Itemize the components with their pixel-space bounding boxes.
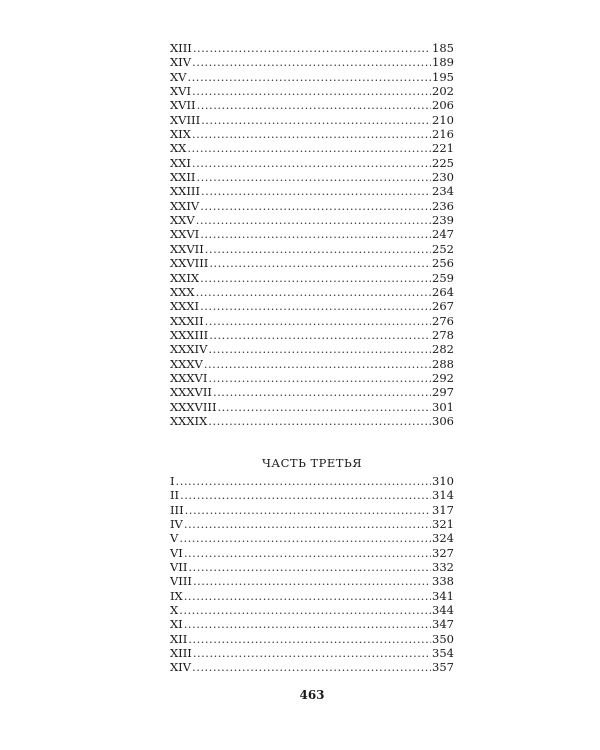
toc-entry bbox=[170, 371, 454, 385]
toc-entry bbox=[170, 632, 454, 646]
chapter-number: XVII bbox=[170, 98, 196, 113]
dot-leader bbox=[201, 113, 431, 127]
dot-leader bbox=[187, 141, 431, 155]
chapter-number: XIV bbox=[170, 660, 192, 675]
toc-entry bbox=[170, 213, 454, 227]
dot-leader bbox=[200, 199, 431, 213]
chapter-page: 354 bbox=[432, 646, 454, 661]
chapter-page: 338 bbox=[432, 574, 454, 589]
chapter-page: 206 bbox=[432, 98, 454, 113]
chapter-number: VI bbox=[170, 545, 183, 560]
toc-entry bbox=[170, 156, 454, 170]
dot-leader bbox=[213, 385, 431, 399]
toc-entry bbox=[170, 98, 454, 112]
toc-entry bbox=[170, 314, 454, 328]
chapter-page: 324 bbox=[432, 531, 454, 546]
chapter-number: XXXIX bbox=[170, 413, 208, 428]
toc-entry bbox=[170, 113, 454, 127]
chapter-number: VII bbox=[170, 560, 188, 575]
dot-leader bbox=[209, 328, 431, 342]
toc-entry bbox=[170, 285, 454, 299]
chapter-page: 341 bbox=[432, 588, 454, 603]
dot-leader bbox=[208, 371, 431, 385]
chapter-number: XIX bbox=[170, 127, 191, 142]
dot-leader bbox=[218, 400, 432, 414]
dot-leader bbox=[200, 271, 431, 285]
toc-entry bbox=[170, 41, 454, 55]
toc-entry bbox=[170, 517, 454, 531]
dot-leader bbox=[184, 517, 431, 531]
chapter-page: 267 bbox=[432, 299, 454, 314]
chapter-number: XXXII bbox=[170, 313, 204, 328]
chapter-number: XX bbox=[170, 141, 187, 156]
chapter-number: XI bbox=[170, 617, 183, 632]
chapter-page: 247 bbox=[432, 227, 454, 242]
toc-entry bbox=[170, 342, 454, 356]
dot-leader bbox=[200, 227, 431, 241]
chapter-page: 239 bbox=[432, 213, 454, 228]
dot-leader bbox=[179, 531, 431, 545]
chapter-number: X bbox=[170, 603, 179, 618]
chapter-page: 189 bbox=[432, 55, 454, 70]
dot-leader bbox=[188, 560, 431, 574]
chapter-page: 310 bbox=[432, 474, 454, 488]
chapter-number: XXII bbox=[170, 170, 196, 185]
chapter-number: XV bbox=[170, 69, 187, 84]
chapter-number: II bbox=[170, 488, 180, 503]
dot-leader bbox=[196, 170, 431, 184]
dot-leader bbox=[209, 256, 431, 270]
dot-leader bbox=[197, 98, 431, 112]
chapter-page: 314 bbox=[432, 488, 454, 503]
chapter-page: 234 bbox=[432, 184, 454, 199]
dot-leader bbox=[196, 213, 431, 227]
chapter-number: XXIII bbox=[170, 184, 201, 199]
dot-leader bbox=[185, 503, 431, 517]
dot-leader bbox=[201, 184, 431, 198]
chapter-number: XXXIII bbox=[170, 327, 209, 342]
chapter-page: 288 bbox=[432, 356, 454, 371]
chapter-page: 297 bbox=[432, 385, 454, 400]
chapter-page: 236 bbox=[432, 198, 454, 213]
dot-leader bbox=[205, 314, 431, 328]
dot-leader bbox=[205, 242, 431, 256]
dot-leader bbox=[188, 70, 432, 84]
dot-leader bbox=[193, 41, 431, 55]
toc-entry bbox=[170, 660, 454, 674]
chapter-number: XXVI bbox=[170, 227, 200, 242]
dot-leader bbox=[180, 488, 431, 502]
dot-leader bbox=[184, 589, 431, 603]
dot-leader bbox=[179, 603, 431, 617]
chapter-page: 252 bbox=[432, 241, 454, 256]
chapter-number: XXV bbox=[170, 213, 195, 228]
dot-leader bbox=[193, 646, 431, 660]
toc-entry bbox=[170, 560, 454, 574]
chapter-number: XXIV bbox=[170, 198, 200, 213]
chapter-page: 259 bbox=[432, 270, 454, 285]
dot-leader bbox=[193, 574, 431, 588]
chapter-number: XIV bbox=[170, 55, 192, 70]
dot-leader bbox=[192, 660, 431, 674]
toc-entry bbox=[170, 242, 454, 256]
toc-entry bbox=[170, 503, 454, 517]
toc-entry bbox=[170, 385, 454, 399]
toc-entry bbox=[170, 546, 454, 560]
chapter-page: 225 bbox=[432, 155, 454, 170]
chapter-page: 357 bbox=[432, 660, 454, 675]
chapter-page: 210 bbox=[432, 112, 454, 127]
toc-entry bbox=[170, 357, 454, 371]
dot-leader bbox=[192, 156, 431, 170]
dot-leader bbox=[200, 299, 431, 313]
chapter-page: 278 bbox=[432, 327, 454, 342]
chapter-page: 347 bbox=[432, 617, 454, 632]
dot-leader bbox=[208, 342, 431, 356]
toc-entry bbox=[170, 488, 454, 502]
chapter-page: 350 bbox=[432, 631, 454, 646]
toc-entry bbox=[170, 127, 454, 141]
toc-entry bbox=[170, 271, 454, 285]
toc-entry bbox=[170, 400, 454, 414]
chapter-page: 202 bbox=[432, 84, 454, 99]
toc-entry bbox=[170, 574, 454, 588]
chapter-page: 317 bbox=[432, 502, 454, 517]
chapter-number: XXIX bbox=[170, 270, 200, 285]
toc-entry bbox=[170, 474, 454, 488]
toc-entry bbox=[170, 603, 454, 617]
toc-entry bbox=[170, 531, 454, 545]
chapter-number: XXXVII bbox=[170, 385, 212, 400]
chapter-page: 327 bbox=[432, 545, 454, 560]
chapter-number: IV bbox=[170, 517, 183, 532]
chapter-page: 282 bbox=[432, 342, 454, 357]
toc-entry bbox=[170, 84, 454, 98]
chapter-page: 230 bbox=[432, 170, 454, 185]
chapter-number: XIII bbox=[170, 646, 192, 661]
toc-entry bbox=[170, 414, 454, 428]
chapter-number: XVIII bbox=[170, 112, 201, 127]
chapter-page: 301 bbox=[432, 399, 454, 414]
chapter-page: 185 bbox=[432, 41, 454, 55]
toc-entry bbox=[170, 55, 454, 69]
chapter-number: XXVIII bbox=[170, 256, 209, 271]
dot-leader bbox=[192, 55, 431, 69]
dot-leader bbox=[184, 546, 431, 560]
chapter-number: XXXIV bbox=[170, 342, 208, 357]
toc-entry bbox=[170, 70, 454, 84]
toc-entry bbox=[170, 170, 454, 184]
dot-leader bbox=[188, 632, 431, 646]
toc-entry bbox=[170, 199, 454, 213]
toc-entry bbox=[170, 589, 454, 603]
chapter-page: 195 bbox=[432, 69, 454, 84]
chapter-number: XXXVIII bbox=[170, 399, 217, 414]
toc-list-part-three bbox=[170, 474, 454, 675]
chapter-page: 321 bbox=[432, 517, 454, 532]
toc-entry bbox=[170, 256, 454, 270]
chapter-number: V bbox=[170, 531, 179, 546]
chapter-page: 221 bbox=[432, 141, 454, 156]
chapter-page: 216 bbox=[432, 127, 454, 142]
section-title-part-three: ЧАСТЬ ТРЕТЬЯ bbox=[262, 456, 362, 470]
toc-entry bbox=[170, 184, 454, 198]
dot-leader bbox=[176, 474, 432, 488]
chapter-number: XIII bbox=[170, 41, 192, 55]
dot-leader bbox=[196, 285, 431, 299]
chapter-number: XXI bbox=[170, 155, 191, 170]
chapter-page: 256 bbox=[432, 256, 454, 271]
chapter-page: 306 bbox=[432, 413, 454, 428]
chapter-number: IX bbox=[170, 588, 183, 603]
page-number: 463 bbox=[299, 688, 325, 702]
chapter-page: 276 bbox=[432, 313, 454, 328]
chapter-page: 332 bbox=[432, 560, 454, 575]
chapter-page: 264 bbox=[432, 284, 454, 299]
toc-entry bbox=[170, 141, 454, 155]
toc-entry bbox=[170, 617, 454, 631]
toc-entry bbox=[170, 227, 454, 241]
dot-leader bbox=[208, 414, 431, 428]
chapter-number: XXXI bbox=[170, 299, 200, 314]
dot-leader bbox=[192, 84, 431, 98]
toc-entry bbox=[170, 299, 454, 313]
chapter-number: XXXV bbox=[170, 356, 203, 371]
chapter-page: 344 bbox=[432, 603, 454, 618]
chapter-number: III bbox=[170, 502, 184, 517]
chapter-page: 292 bbox=[432, 370, 454, 385]
chapter-number: I bbox=[170, 474, 175, 488]
chapter-number: VIII bbox=[170, 574, 192, 589]
toc-entry bbox=[170, 328, 454, 342]
chapter-number: XXXVI bbox=[170, 370, 208, 385]
dot-leader bbox=[204, 357, 431, 371]
chapter-number: XVI bbox=[170, 84, 192, 99]
chapter-number: XII bbox=[170, 631, 188, 646]
dot-leader bbox=[184, 617, 431, 631]
dot-leader bbox=[192, 127, 431, 141]
toc-list-part-two bbox=[170, 41, 454, 428]
chapter-number: XXVII bbox=[170, 241, 204, 256]
chapter-number: XXX bbox=[170, 284, 195, 299]
toc-entry bbox=[170, 646, 454, 660]
